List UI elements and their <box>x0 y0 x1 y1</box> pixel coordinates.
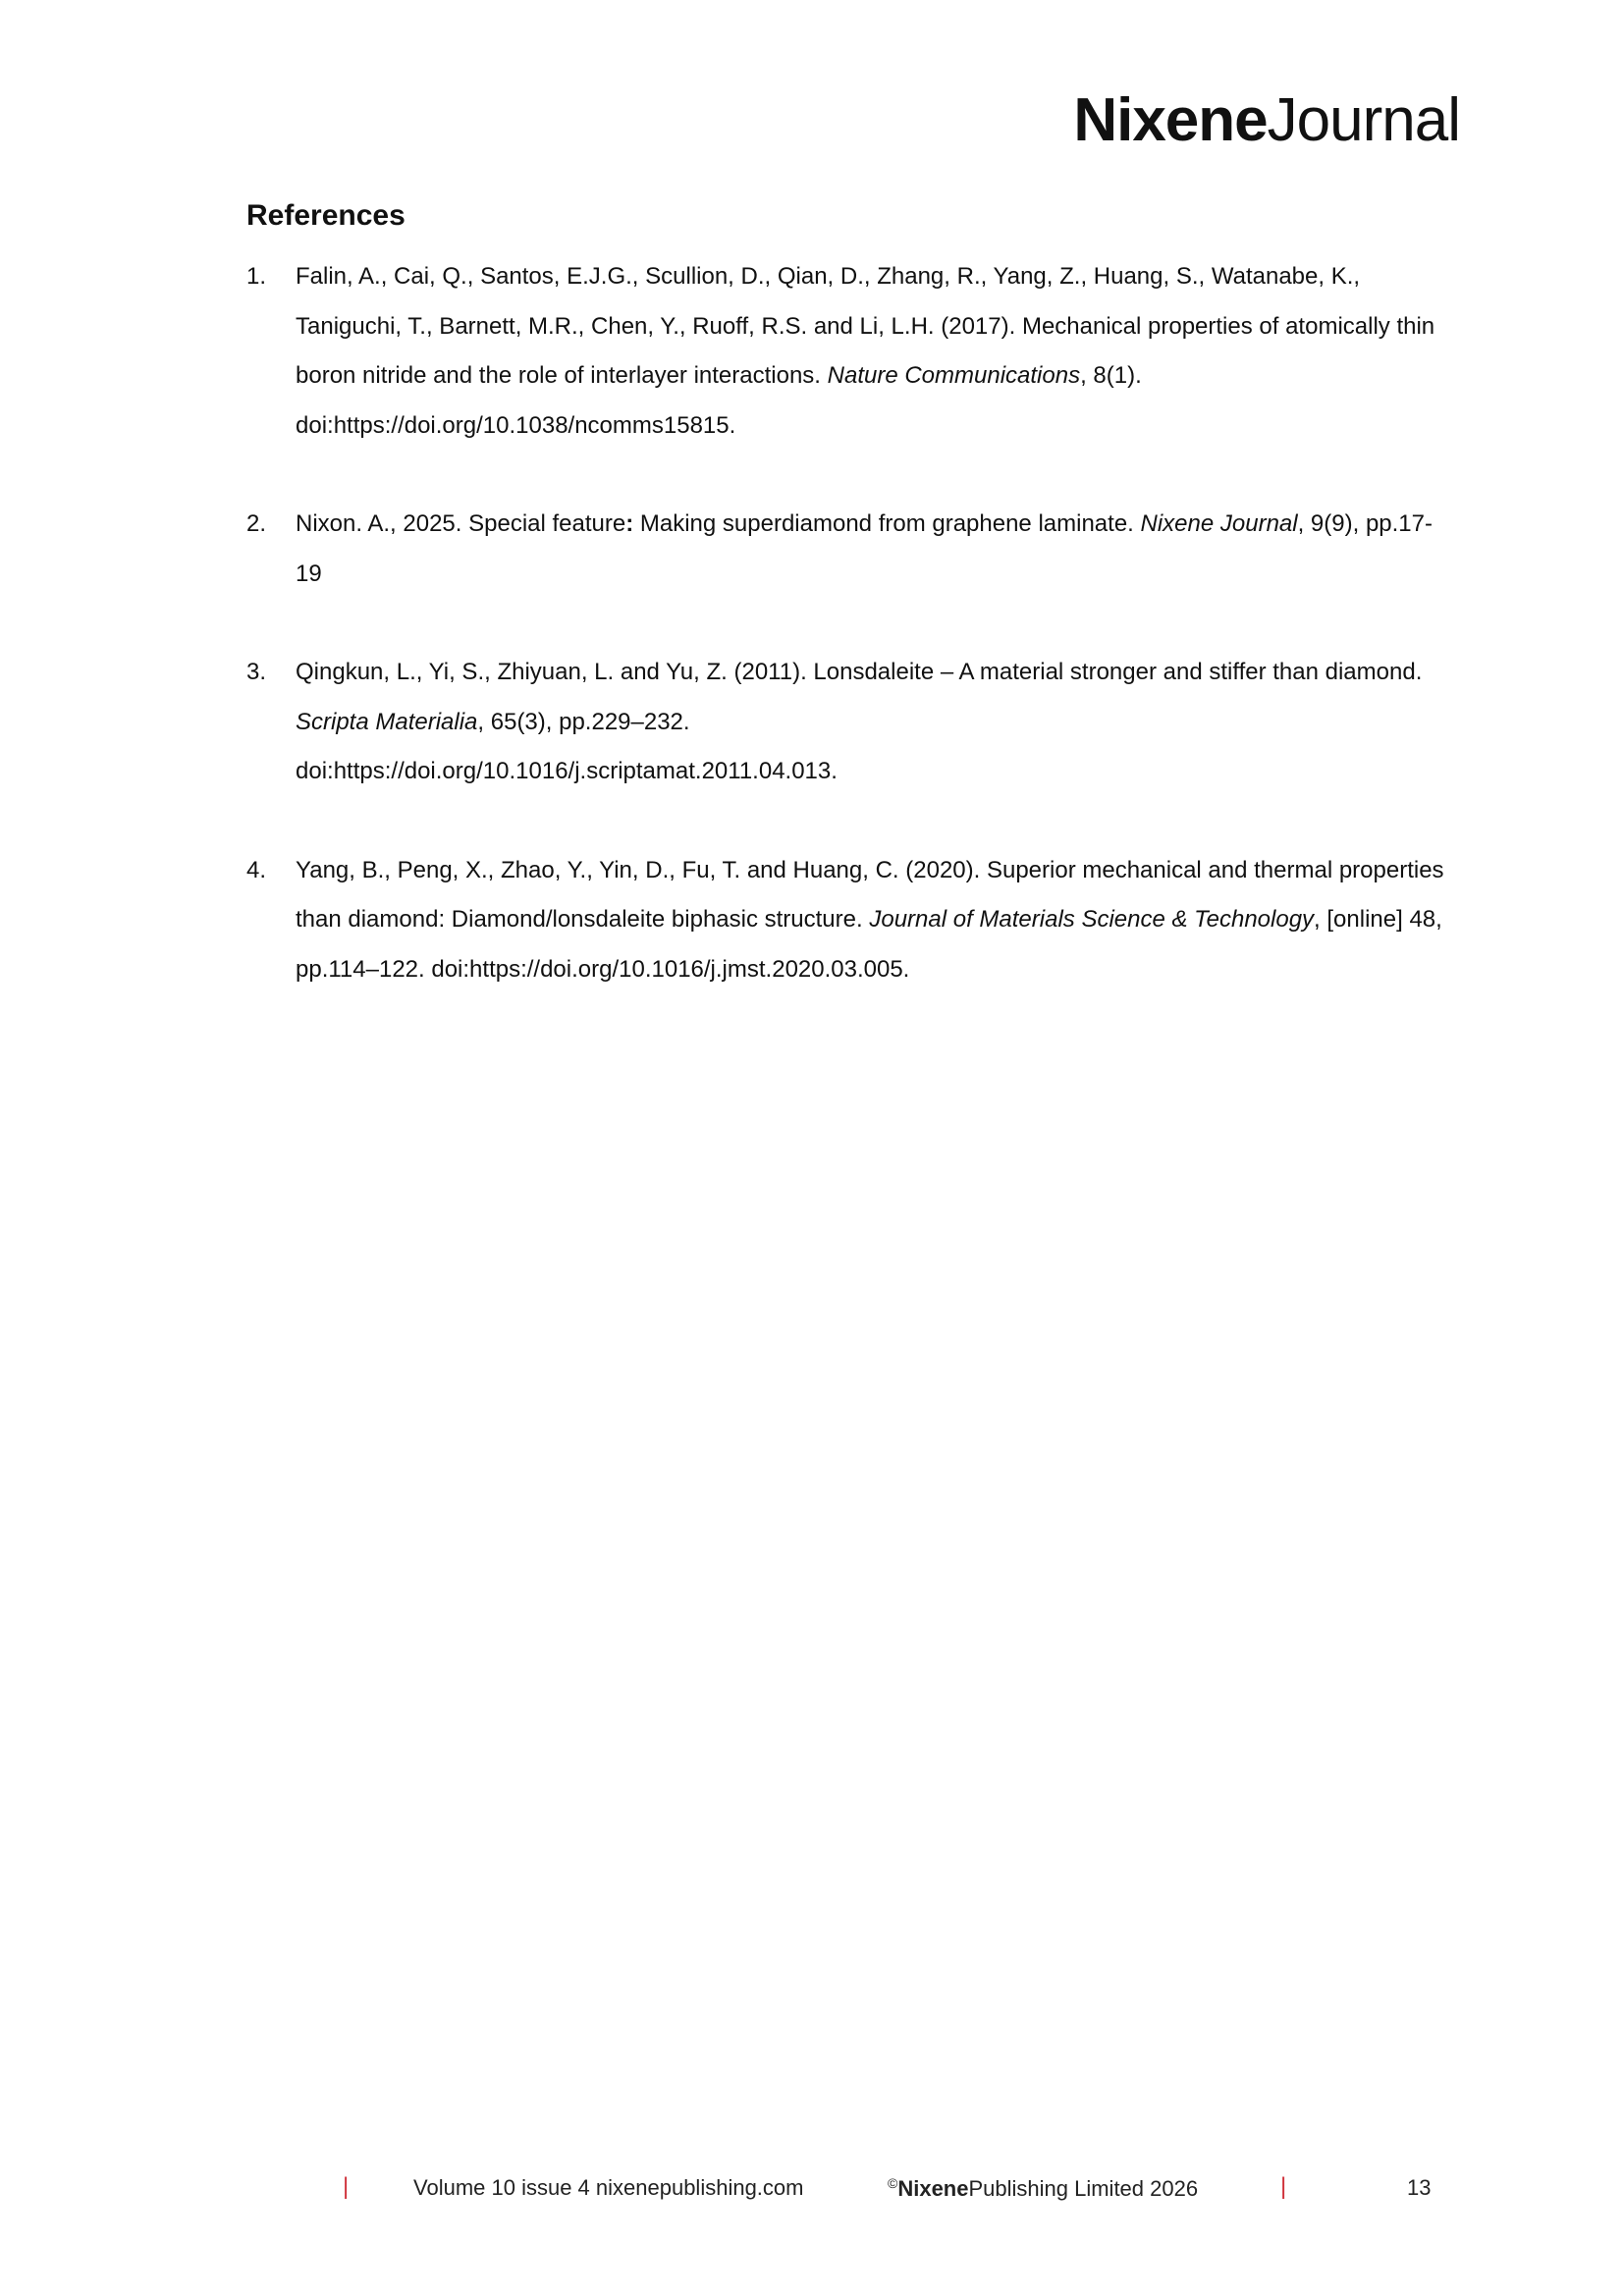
footer-volume: Volume 10 issue 4 nixenepublishing.com <box>413 2175 804 2200</box>
reference-list <box>246 252 1444 1043</box>
reference-colon: : <box>625 510 634 537</box>
reference-details: , 9(9), pp.17-19 <box>296 510 1433 587</box>
reference-doi: doi:https://doi.org/10.1016/j.scriptamat.2011.04.013. <box>296 758 838 784</box>
page-footer <box>0 2173 1623 2213</box>
copyright-text: Publishing Limited 2026 <box>968 2176 1199 2201</box>
reference-details: , [online] 48, pp.114–122. doi:https://doi.org/10.1016/j.jmst.2020.03.005. <box>296 906 1442 983</box>
reference-text <box>296 510 1433 587</box>
reference-journal: Nixene Journal <box>1140 510 1298 537</box>
reference-text-title: Making superdiamond from graphene laminate. <box>633 510 1141 537</box>
reference-details: , 8(1). doi:https://doi.org/10.1038/ncomms15815. <box>296 362 1142 439</box>
references-heading: References <box>246 199 406 232</box>
logo-bold-text: Nixene <box>1073 86 1268 154</box>
reference-item <box>246 500 1444 599</box>
reference-text <box>296 263 1434 439</box>
reference-number: 1. <box>246 263 267 290</box>
reference-item <box>246 252 1444 451</box>
copyright-brand: Nixene <box>897 2176 969 2201</box>
footer-separator-right: | <box>1280 2173 1287 2200</box>
reference-text <box>296 659 1422 784</box>
logo-light-text: Journal <box>1267 86 1460 154</box>
footer-separator-left: | <box>343 2173 350 2200</box>
reference-journal: Nature Communications <box>827 362 1081 389</box>
page-number: 13 <box>1407 2175 1432 2200</box>
reference-text <box>296 857 1444 983</box>
reference-number: 2. <box>246 510 267 537</box>
reference-journal: Scripta Materialia <box>296 708 478 735</box>
journal-logo <box>1073 86 1460 154</box>
reference-journal: Journal of Materials Science & Technology <box>869 906 1315 933</box>
reference-item <box>246 846 1444 995</box>
reference-number: 3. <box>246 659 267 685</box>
reference-number: 4. <box>246 856 267 883</box>
copyright-symbol: © <box>888 2175 898 2191</box>
reference-text-main: Nixon. A., 2025. Special feature <box>296 510 626 537</box>
reference-text-main: Falin, A., Cai, Q., Santos, E.J.G., Scullion, D., Qian, D., Zhang, R., Yang, Z., Huang, S., Watanabe, K., Taniguchi, T., Barnett, M.R., Chen, Y., Ruoff, R.S. and Li, L.H. (2017). Mechanical properties of atomically thin boron nitride and the role of interlayer interactions. <box>296 263 1435 389</box>
footer-copyright <box>888 2175 1198 2202</box>
reference-text-main: Yang, B., Peng, X., Zhao, Y., Yin, D., Fu, T. and Huang, C. (2020). Superior mechanical and thermal properties than diamond: Diamond/lonsdaleite biphasic structure. <box>296 856 1444 933</box>
reference-details: , 65(3), pp.229–232. <box>477 708 690 735</box>
reference-text-main: Qingkun, L., Yi, S., Zhiyuan, L. and Yu, Z. (2011). Lonsdaleite – A material stronger and stiffer than diamond. <box>296 659 1423 685</box>
reference-item <box>246 648 1444 797</box>
